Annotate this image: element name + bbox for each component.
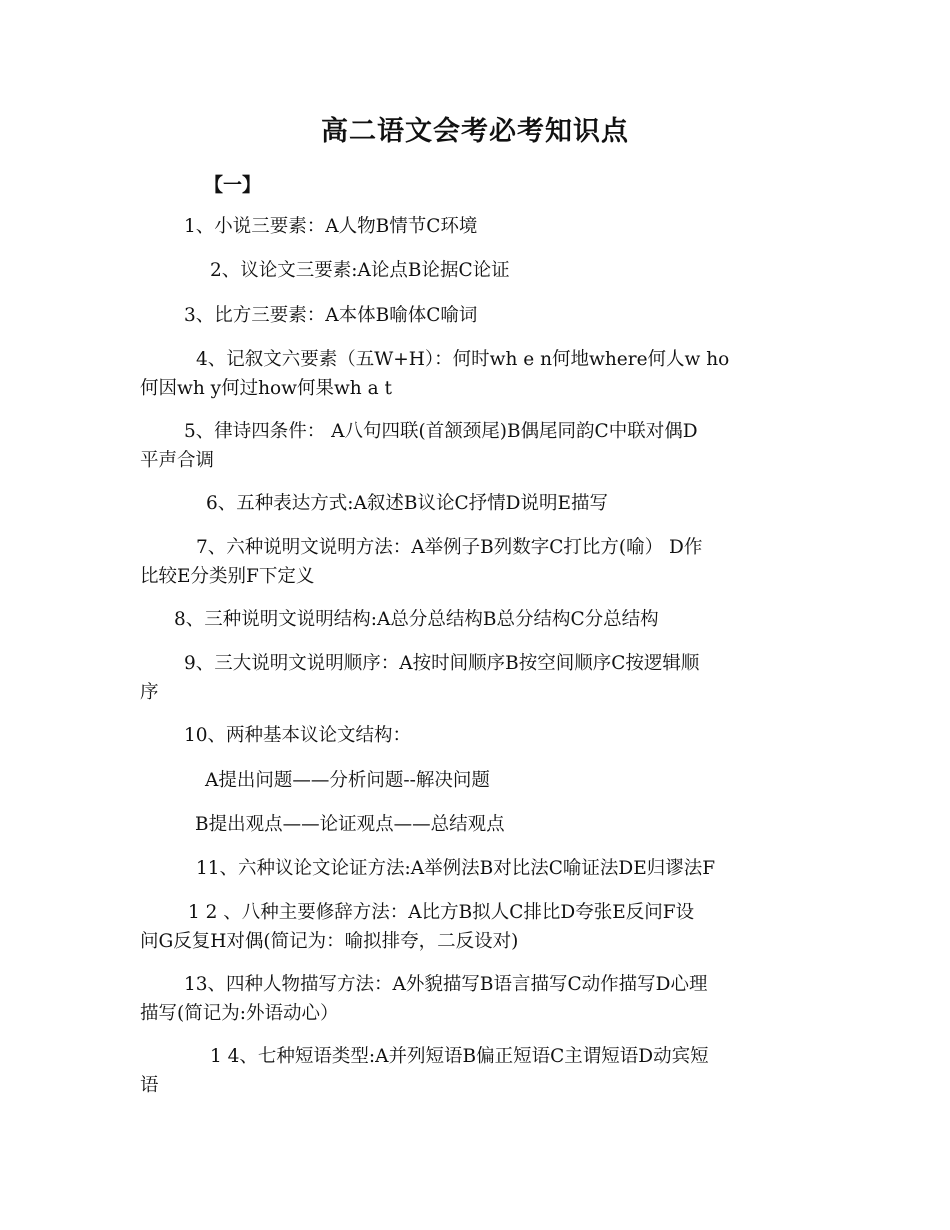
paragraph-9: 9、三大说明文说明顺序：A按时间顺序B按空间顺序C按逻辑顺 序: [140, 653, 700, 703]
paragraph-6: 6、五种表达方式:A叙述B议论C抒情D说明E描写: [206, 493, 608, 514]
paragraph-13: 11、六种议论文论证方法:A举例法B对比法C喻证法DE归谬法F: [196, 858, 716, 879]
paragraph-2: 2、议论文三要素:A论点B论据C论证: [210, 260, 510, 281]
paragraph-4: 4、记叙文六要素（五W+H）：何时wh e n何地where何人w ho 何因wh y何过how何果wh a t: [140, 349, 730, 399]
paragraph-11: A提出问题——分析问题--解决问题: [205, 770, 490, 791]
paragraph-12: B提出观点——论证观点——总结观点: [195, 814, 505, 835]
paragraph-5: 5、律诗四条件： A八句四联(首颔颈尾)B偶尾同韵C中联对偶D 平声合调: [140, 421, 698, 471]
paragraph-14: 1 2 、八种主要修辞方法：A比方B拟人C排比D夸张E反问F设 问G反复H对偶(简记为：喻拟排夸，二反设对): [140, 902, 695, 952]
section-heading: 【一】: [204, 174, 262, 196]
page-title: 高二语文会考必考知识点: [321, 116, 629, 147]
paragraph-10: 10、两种基本议论文结构：: [184, 725, 412, 746]
paragraph-1: 1、小说三要素：A人物B情节C环境: [184, 216, 478, 237]
paragraph-15: 13、四种人物描写方法：A外貌描写B语言描写C动作描写D心理 描写(简记为:外语动心）: [140, 974, 708, 1024]
paragraph-8: 8、三种说明文说明结构:A总分总结构B总分结构C分总结构: [174, 609, 659, 630]
paragraph-7: 7、六种说明文说明方法：A举例子B列数字C打比方(喻） D作 比较E分类别F下定义: [140, 537, 703, 587]
paragraph-3: 3、比方三要素：A本体B喻体C喻词: [184, 305, 478, 326]
paragraph-16: 1 4、七种短语类型:A并列短语B偏正短语C主谓短语D动宾短 语: [140, 1046, 709, 1096]
